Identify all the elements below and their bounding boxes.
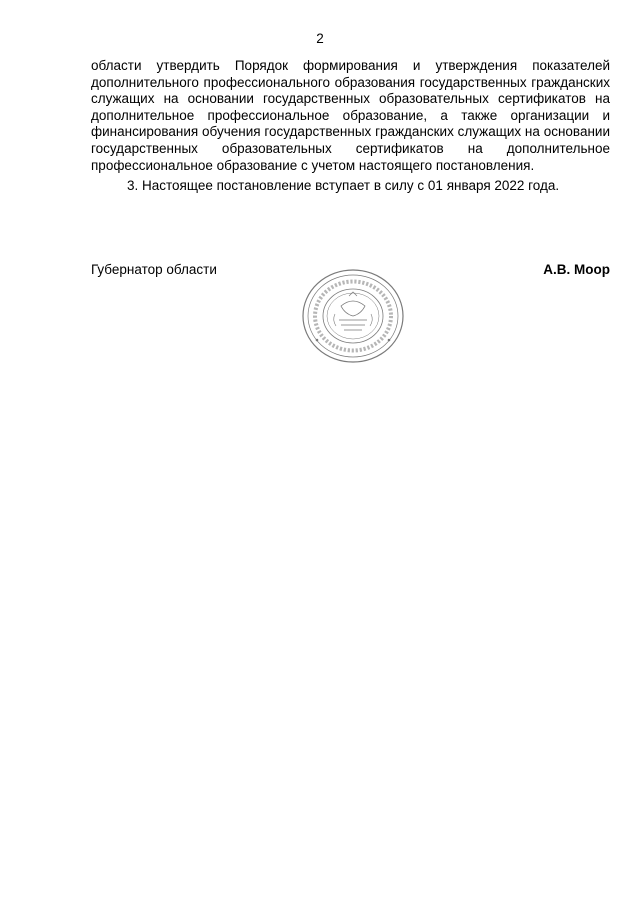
signer-title: Губернатор области (91, 262, 217, 277)
page-number: 2 (316, 31, 324, 46)
body-paragraph-2: 3. Настоящее постановление вступает в силу с 01 января 2022 года. (127, 178, 560, 194)
body-paragraph-1: области утвердить Порядок формирования и утверждения показателей дополнительного профессионального образования государственных гражданских служащих на основании государственных образовательных сертификатов на дополнительное профессиональное образование, а также организации и финансирования обучения государственных гражданских служащих на основании государственных образовательных сертификатов на дополнительное профессиональное образование с учетом настоящего постановления. (91, 58, 610, 173)
document-body (91, 58, 610, 195)
official-seal-icon (301, 268, 405, 364)
signer-name: А.В. Моор (543, 262, 610, 277)
